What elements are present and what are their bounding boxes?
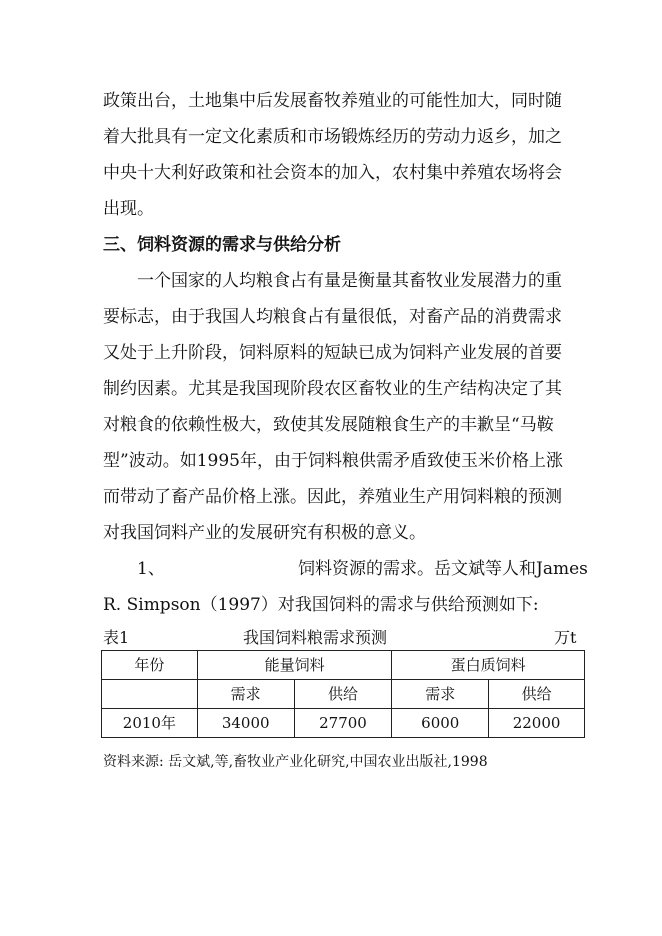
header-energy-feed: 能量饲料	[197, 651, 392, 680]
subheader-demand: 需求	[197, 680, 294, 709]
paragraph-line: 着大批具有一定文化素质和市场锻炼经历的劳动力返乡，加之	[103, 127, 562, 147]
paragraph-line: 型”波动。如1995年，由于饲料粮供需矛盾致使玉米价格上涨	[103, 451, 563, 471]
table-header-row	[102, 651, 585, 680]
paragraph-line: R. Simpson（1997）对我国饲料的需求与供给预测如下:	[103, 595, 539, 615]
paragraph-line: 对粮食的依赖性极大，致使其发展随粮食生产的丰歉呈“马鞍	[103, 415, 554, 435]
paragraph-line: 饲料资源的需求。岳文斌等人和James	[298, 559, 588, 579]
list-number: 1、	[137, 559, 165, 579]
paragraph-line: 对我国饲料产业的发展研究有积极的意义。	[103, 523, 426, 543]
cell-energy-demand: 34000	[197, 709, 294, 738]
table-unit: 万t	[554, 628, 577, 647]
header-year: 年份	[102, 651, 198, 680]
cell-year: 2010年	[102, 709, 198, 738]
paragraph-line: 出现。	[103, 199, 154, 219]
cell-protein-supply: 22000	[489, 709, 585, 738]
subheader-demand: 需求	[392, 680, 489, 709]
cell-protein-demand: 6000	[392, 709, 489, 738]
paragraph-line: 又处于上升阶段，饲料原料的短缺已成为饲料产业发展的首要	[103, 343, 562, 363]
paragraph-line: 中央十大利好政策和社会资本的加入，农村集中养殖农场将会	[103, 163, 562, 183]
forecast-table	[101, 650, 585, 738]
paragraph-line: 而带动了畜产品价格上涨。因此，养殖业生产用饲料粮的预测	[103, 487, 562, 507]
header-protein-feed: 蛋白质饲料	[392, 651, 585, 680]
subheader-supply: 供给	[294, 680, 392, 709]
paragraph-line: 一个国家的人均粮食占有量是衡量其畜牧业发展潜力的重	[137, 271, 562, 291]
table-subheader-row	[102, 680, 585, 709]
paragraph-line: 政策出台，土地集中后发展畜牧养殖业的可能性加大，同时随	[103, 91, 562, 111]
section-heading: 三、饲料资源的需求与供给分析	[103, 235, 341, 255]
table-title: 我国饲料粮需求预测	[243, 628, 388, 647]
empty-cell	[102, 680, 198, 709]
paragraph-line: 制约因素。尤其是我国现阶段农区畜牧业的生产结构决定了其	[103, 379, 562, 399]
cell-energy-supply: 27700	[294, 709, 392, 738]
source-note: 资料来源: 岳文斌,等,畜牧业产业化研究,中国农业出版社,1998	[103, 754, 488, 770]
subheader-supply: 供给	[489, 680, 585, 709]
paragraph-line: 要标志，由于我国人均粮食占有量很低，对畜产品的消费需求	[103, 307, 562, 327]
table-row	[102, 709, 585, 738]
table-label: 表1	[103, 628, 130, 647]
